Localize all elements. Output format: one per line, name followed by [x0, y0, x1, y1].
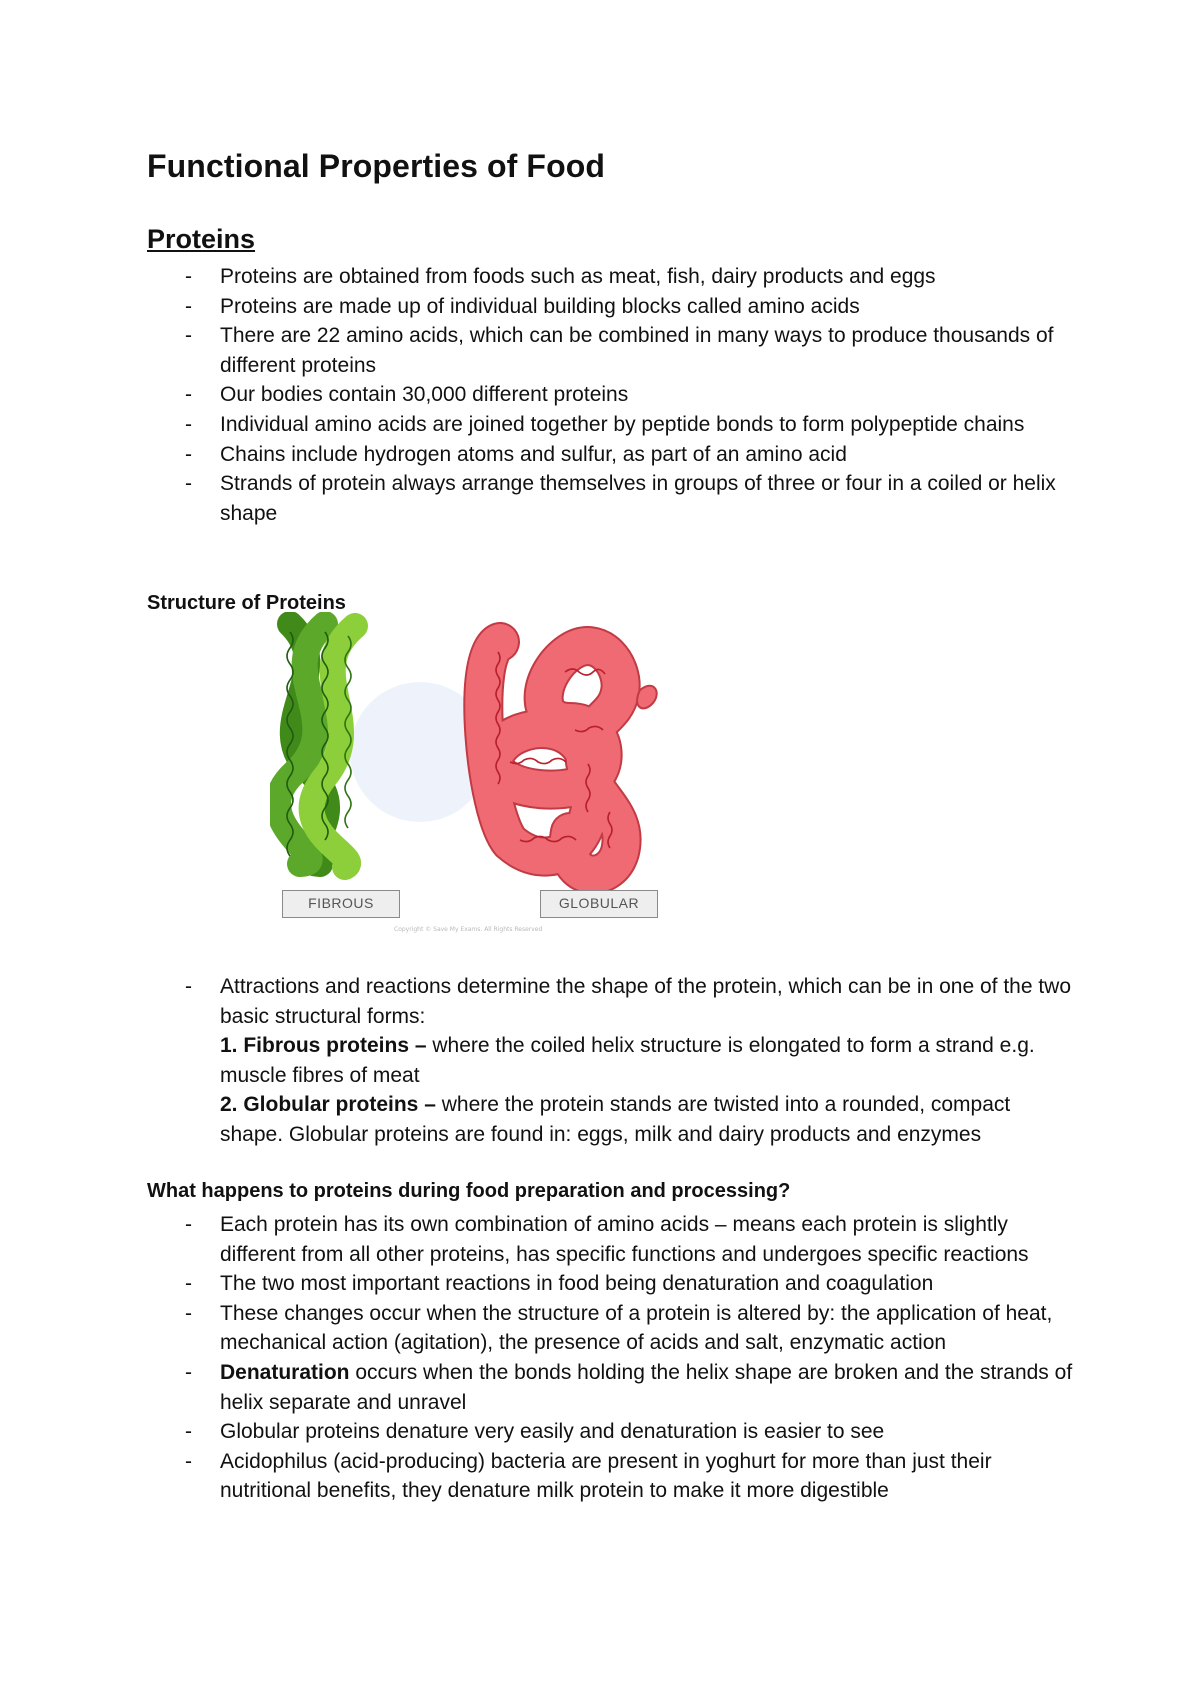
fibrous-protein-drawing [278, 624, 355, 867]
globular-item-text: where the protein stands are twisted into a rounded, compact shape. Globular proteins are found in: eggs, milk and dairy products and enzymes [220, 1093, 1011, 1146]
list-item [147, 972, 1077, 1150]
denaturation-term: Denaturation [220, 1360, 350, 1384]
denaturation-text: occurs when the bonds holding the helix shape are broken and the strands of helix separate and unravel [220, 1360, 1073, 1414]
fibrous-item [220, 1031, 1077, 1090]
structure-bullet-text: Attractions and reactions determine the shape of the protein, which can be in one of the two basic structural forms: [220, 975, 1072, 1028]
globular-item [220, 1090, 1077, 1149]
globular-protein-drawing [483, 642, 656, 875]
list-item: - Individual amino acids are joined together by peptide bonds to form polypeptide chains [147, 410, 1077, 440]
figure-copyright: Copyright © Save My Exams. All Rights Reserved [394, 926, 543, 933]
processing-bullet-list [147, 1210, 1077, 1506]
globular-item-term: 2. Globular proteins – [220, 1093, 436, 1117]
fibrous-item-text: where the coiled helix structure is elongated to form a strand e.g. muscle fibres of meat [220, 1034, 1035, 1087]
fibrous-label: FIBROUS [282, 890, 400, 918]
globular-label: GLOBULAR [540, 890, 658, 918]
list-item: - Proteins are made up of individual building blocks called amino acids [147, 292, 1077, 322]
list-item: - Acidophilus (acid-producing) bacteria are present in yoghurt for more than just their nutritional benefits, they denature milk protein to make it more digestible [147, 1447, 1077, 1506]
list-item: - The two most important reactions in food being denaturation and coagulation [147, 1269, 1077, 1299]
processing-heading: What happens to proteins during food preparation and processing? [147, 1180, 791, 1202]
structure-bullet-list [147, 972, 1077, 1150]
list-item: - Proteins are obtained from foods such as meat, fish, dairy products and eggs [147, 262, 1077, 292]
section-heading-proteins: Proteins [147, 224, 256, 254]
fibrous-item-term: 1. Fibrous proteins – [220, 1034, 427, 1058]
list-item: - Globular proteins denature very easily and denaturation is easier to see [147, 1417, 1077, 1447]
list-item: - Our bodies contain 30,000 different proteins [147, 380, 1077, 410]
page-title: Functional Properties of Food [147, 148, 606, 184]
list-item: - Chains include hydrogen atoms and sulfur, as part of an amino acid [147, 440, 1077, 470]
list-item: - Strands of protein always arrange themselves in groups of three or four in a coiled or helix shape [147, 469, 1077, 528]
protein-structure-illustration [270, 612, 730, 912]
list-item [147, 1358, 1077, 1417]
list-item: - Each protein has its own combination of amino acids – means each protein is slightly different from all other proteins, has specific functions and undergoes specific reactions [147, 1210, 1077, 1269]
protein-structure-figure [270, 612, 730, 942]
structure-heading: Structure of Proteins [147, 592, 346, 614]
list-item: - These changes occur when the structure of a protein is altered by: the application of heat, mechanical action (agitation), the presence of acids and salt, enzymatic action [147, 1299, 1077, 1358]
list-item: - There are 22 amino acids, which can be combined in many ways to produce thousands of different proteins [147, 321, 1077, 380]
intro-bullet-list [147, 262, 1077, 528]
